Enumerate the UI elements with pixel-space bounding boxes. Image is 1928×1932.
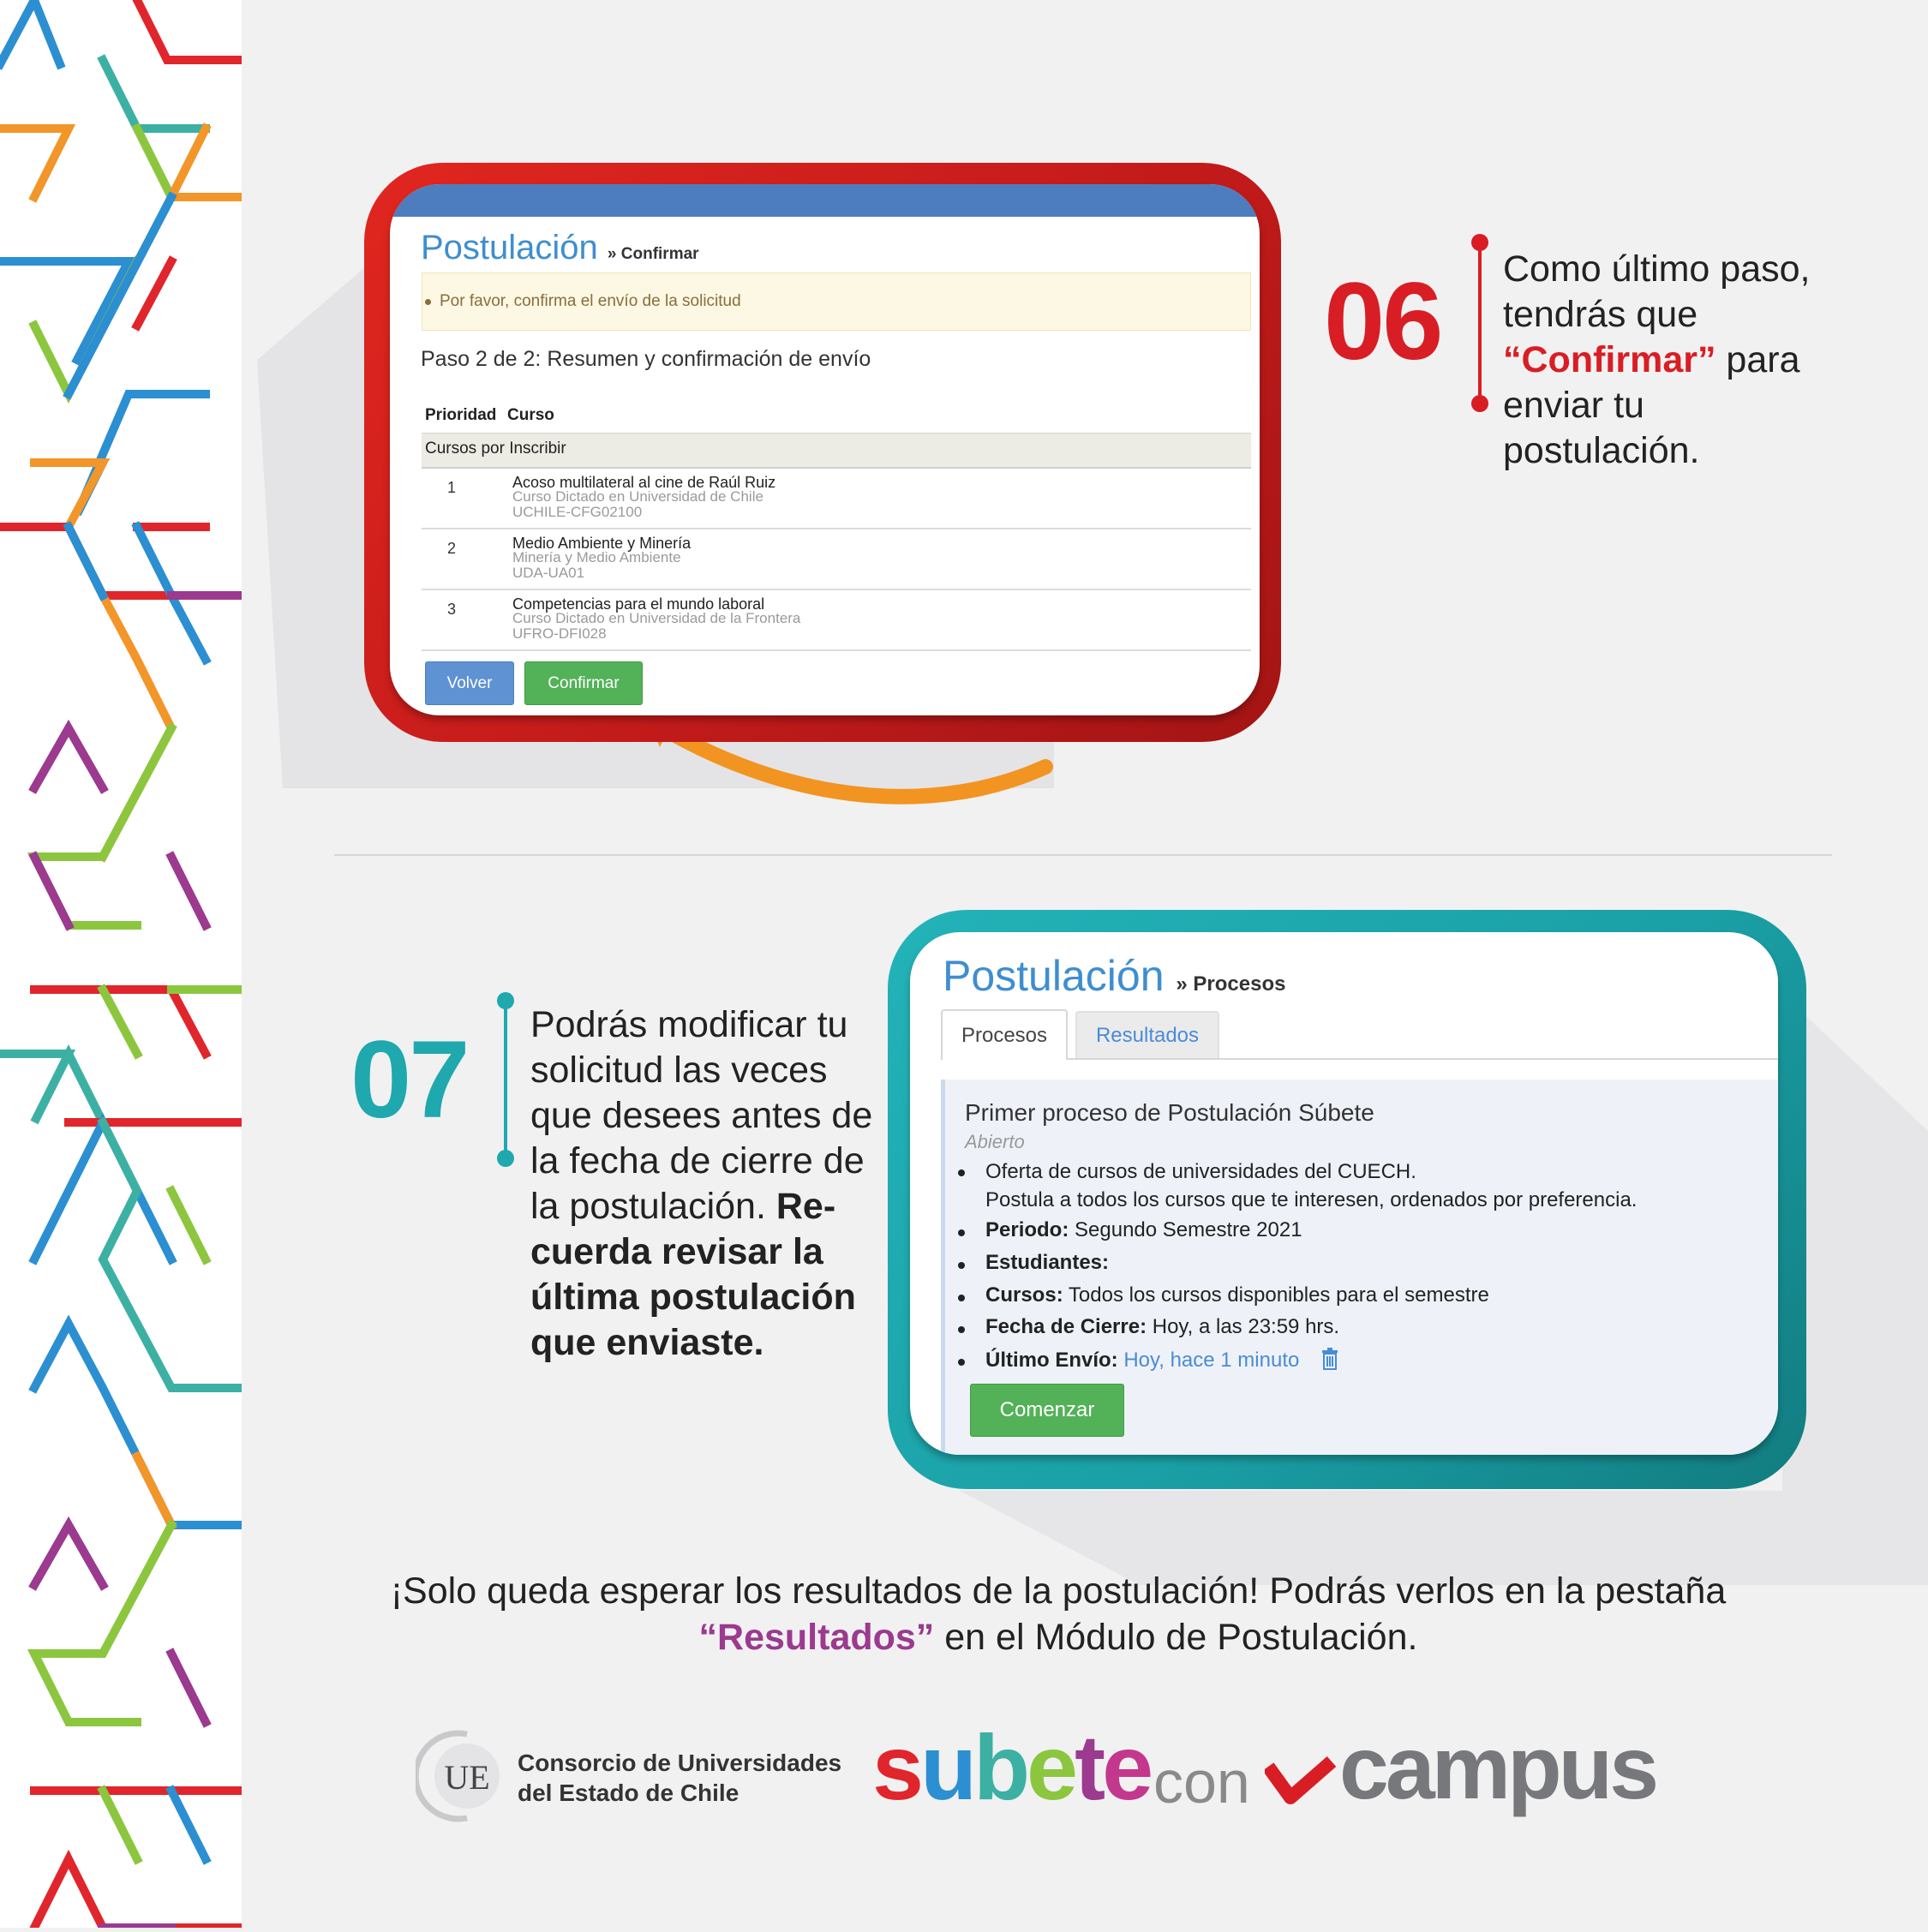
course-name: Competencias para el mundo laboral	[512, 595, 765, 613]
bullet-icon	[958, 1229, 965, 1236]
column-header-course: Curso	[507, 406, 554, 424]
trash-icon[interactable]	[1320, 1348, 1339, 1370]
con-text: con	[1153, 1749, 1250, 1815]
callout-dot	[1471, 395, 1488, 412]
ue-logo-icon	[416, 1729, 518, 1823]
breadcrumb: » Confirmar	[607, 245, 699, 263]
callout-dot	[497, 992, 514, 1009]
callout-line	[1478, 242, 1482, 404]
start-button[interactable]: Comenzar	[970, 1384, 1124, 1437]
page-title: Postulación » Confirmar	[421, 229, 699, 266]
bullet-icon	[958, 1262, 965, 1269]
highlight-text: “Resultados”	[698, 1617, 935, 1658]
step-number: 07	[350, 1019, 468, 1141]
alert-text: Por favor, confirma el envío de la solicitud	[440, 292, 741, 310]
row-priority: 1	[447, 479, 457, 496]
back-button[interactable]: Volver	[425, 661, 514, 705]
cursos-item: Cursos: Todos los cursos disponibles para el semestre	[985, 1283, 1489, 1307]
column-header-priority: Prioridad	[425, 406, 497, 424]
highlight-text: “Confirmar”	[1503, 339, 1716, 380]
offer-text: Oferta de cursos de universidades del CUECH. Postula a todos los cursos que te interesen, ordenados por preferencia.	[985, 1160, 1638, 1211]
table-row	[422, 469, 1251, 529]
step-description: Como último paso, tendrás que “Confirmar” para enviar tu postulación.	[1503, 248, 1811, 471]
confirm-button[interactable]: Confirmar	[524, 661, 643, 705]
cierre-item: Fecha de Cierre: Hoy, a las 23:59 hrs.	[985, 1315, 1340, 1338]
callout-line	[504, 1001, 507, 1158]
step-number: 06	[1324, 260, 1441, 383]
consortium-name: Consorcio de Universidades del Estado de Chile	[518, 1750, 842, 1806]
procesos-screen	[910, 932, 1778, 1455]
process-title: Primer proceso de Postulación Súbete	[965, 1099, 1374, 1126]
course-description: Minería y Medio Ambiente UDA-UA01	[512, 549, 681, 581]
callout-dot	[497, 1150, 514, 1167]
browser-header-bar	[390, 184, 1260, 217]
group-label: Cursos por Inscribir	[425, 440, 566, 458]
subete-logo: subete	[872, 1715, 1151, 1819]
bullet-icon	[958, 1359, 965, 1366]
bullet-icon	[958, 1295, 965, 1301]
course-description: Curso Dictado en Universidad de Chile UCHILE-CFG02100	[512, 488, 763, 520]
step-heading: Paso 2 de 2: Resumen y confirmación de envío	[421, 347, 871, 371]
closing-message: ¡Solo queda esperar los resultados de la postulación! Podrás verlos en la pestaña “Resultados” en el Módulo de Postulación.	[390, 1570, 1727, 1658]
callout-dot	[1471, 234, 1488, 251]
periodo-item: Periodo: Segundo Semestre 2021	[985, 1218, 1302, 1241]
row-priority: 3	[447, 601, 457, 618]
bullet-icon	[425, 299, 431, 305]
envio-item: Último Envío: Hoy, hace 1 minuto	[985, 1348, 1339, 1373]
campus-arrow-icon	[1265, 1755, 1337, 1809]
table-row	[422, 529, 1251, 590]
step-description: Podrás modificar tu solicitud las veces que desees antes de la fecha de cierre de la postulación. Recuerda revisar la última postulación que enviaste.	[530, 1004, 873, 1363]
highlight-text: Recuerda revisar la última postulación que enviaste.	[530, 1186, 856, 1363]
row-priority: 2	[447, 540, 457, 557]
campus-logo: campus	[1339, 1719, 1656, 1818]
table-row	[422, 590, 1251, 651]
process-status: Abierto	[965, 1131, 1025, 1152]
ue-mark: UE	[444, 1758, 490, 1797]
estudiantes-item: Estudiantes:	[985, 1251, 1110, 1274]
course-name: Acoso multilateral al cine de Raúl Ruiz	[512, 474, 776, 491]
course-name: Medio Ambiente y Minería	[512, 535, 692, 552]
confirm-screen	[390, 184, 1260, 715]
bullet-icon	[958, 1169, 965, 1176]
breadcrumb: » Procesos	[1176, 972, 1286, 996]
last-submission-link[interactable]: Hoy, hace 1 minuto	[1123, 1349, 1300, 1372]
course-description: Curso Dictado en Universidad de la Frontera UFRO-DFI028	[512, 610, 801, 642]
bullet-icon	[958, 1326, 965, 1333]
tab-procesos[interactable]: Procesos	[941, 1009, 1068, 1060]
page-title: Postulación » Procesos	[943, 952, 1286, 1000]
tab-resultados[interactable]: Resultados	[1075, 1011, 1219, 1058]
